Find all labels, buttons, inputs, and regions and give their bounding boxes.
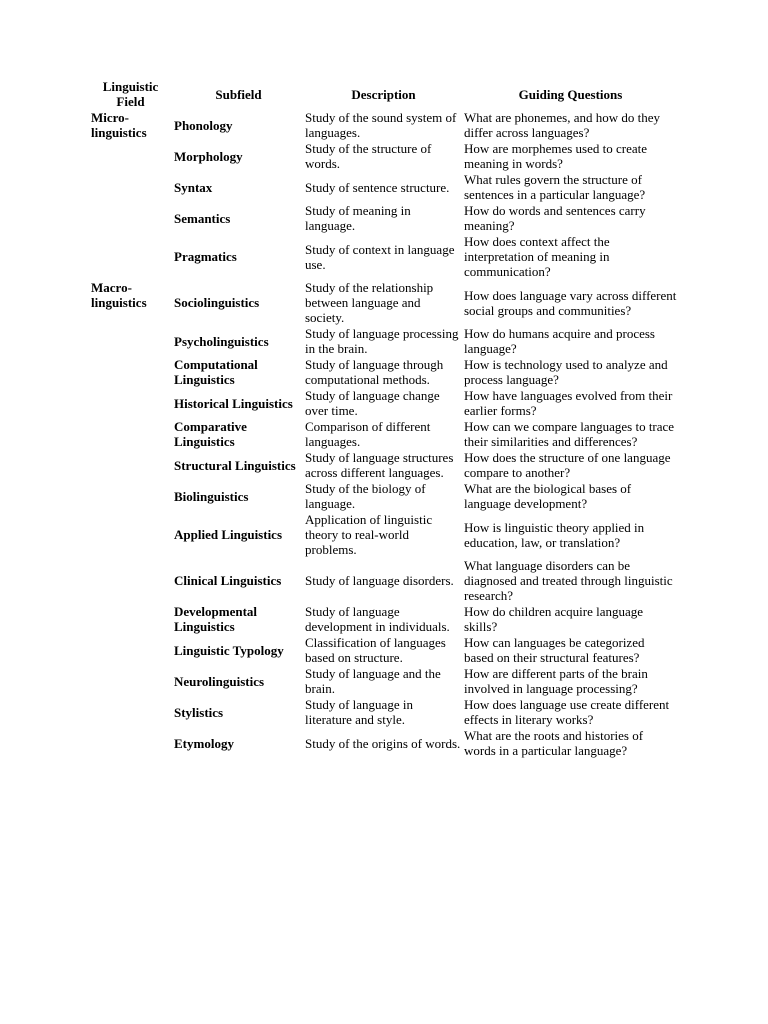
cell-guiding-question: How is linguistic theory applied in education, law, or translation? bbox=[464, 519, 645, 550]
cell-linguistic-field bbox=[88, 604, 173, 635]
table-row bbox=[88, 728, 678, 759]
cell-guiding-question: What are the biological bases of language development? bbox=[464, 481, 632, 511]
table-row bbox=[88, 558, 678, 604]
cell-subfield: Linguistic Typology bbox=[174, 642, 284, 658]
cell-description: Study of the relationship between language and society. bbox=[305, 280, 434, 325]
cell-linguistic-field bbox=[88, 172, 173, 203]
cell-subfield: Computational Linguistics bbox=[174, 357, 258, 387]
cell-linguistic-field: Micro-linguistics bbox=[91, 110, 147, 140]
cell-guiding-question: How are different parts of the brain involved in language processing? bbox=[464, 666, 648, 696]
header-guiding-questions: Guiding Questions bbox=[518, 86, 623, 102]
cell-subfield: Sociolinguistics bbox=[174, 295, 260, 310]
cell-linguistic-field bbox=[88, 558, 173, 604]
cell-linguistic-field bbox=[88, 697, 173, 728]
cell-linguistic-field bbox=[88, 357, 173, 388]
cell-subfield: Stylistics bbox=[174, 704, 224, 720]
cell-subfield: Developmental Linguistics bbox=[174, 604, 258, 634]
cell-subfield: Pragmatics bbox=[174, 249, 237, 264]
table-row bbox=[88, 203, 678, 234]
cell-guiding-question: How does language vary across different social groups and communities? bbox=[464, 287, 677, 318]
cell-guiding-question: How does the structure of one language compare to another? bbox=[464, 450, 671, 480]
cell-linguistic-field bbox=[88, 203, 173, 234]
cell-subfield: Structural Linguistics bbox=[174, 457, 296, 473]
cell-subfield: Psycholinguistics bbox=[174, 333, 269, 349]
table-row bbox=[88, 512, 678, 558]
cell-description: Classification of languages based on structure. bbox=[305, 635, 446, 665]
table-row bbox=[88, 666, 678, 697]
cell-guiding-question: How have languages evolved from their earlier forms? bbox=[464, 388, 673, 418]
cell-description: Study of language through computational methods. bbox=[305, 357, 444, 387]
table-row bbox=[88, 326, 678, 357]
cell-description: Study of the structure of words. bbox=[305, 141, 432, 171]
header-description: Description bbox=[351, 86, 416, 102]
cell-subfield: Applied Linguistics bbox=[174, 527, 283, 542]
cell-guiding-question: What language disorders can be diagnosed and treated through linguistic research? bbox=[464, 558, 673, 603]
cell-subfield: Morphology bbox=[174, 148, 243, 164]
cell-description: Study of the origins of words. bbox=[305, 735, 461, 751]
cell-guiding-question: How do humans acquire and process language? bbox=[464, 326, 655, 356]
cell-subfield: Syntax bbox=[174, 179, 213, 195]
cell-description: Comparison of different languages. bbox=[305, 419, 431, 449]
cell-linguistic-field bbox=[88, 141, 173, 172]
cell-guiding-question: How can we compare languages to trace their similarities and differences? bbox=[464, 419, 675, 449]
cell-guiding-question: How does language use create different effects in literary works? bbox=[464, 697, 670, 727]
cell-description: Study of language development in individuals. bbox=[305, 604, 450, 634]
table-row bbox=[88, 697, 678, 728]
header-linguistic-field: Linguistic Field bbox=[102, 79, 159, 109]
table-row bbox=[88, 604, 678, 635]
cell-linguistic-field bbox=[88, 419, 173, 450]
cell-linguistic-field bbox=[88, 512, 173, 558]
cell-linguistic-field: Macro-linguistics bbox=[91, 280, 147, 310]
cell-linguistic-field bbox=[88, 635, 173, 666]
cell-description: Study of the biology of language. bbox=[305, 481, 426, 511]
cell-description: Study of language structures across different languages. bbox=[305, 450, 454, 480]
table-row bbox=[88, 419, 678, 450]
table-row bbox=[88, 280, 678, 326]
cell-guiding-question: How are morphemes used to create meaning in words? bbox=[464, 141, 648, 171]
cell-description: Study of language processing in the brain. bbox=[305, 326, 459, 356]
cell-description: Study of meaning in language. bbox=[305, 203, 411, 233]
cell-description: Study of sentence structure. bbox=[305, 179, 450, 195]
cell-subfield: Semantics bbox=[174, 210, 231, 226]
table-body bbox=[88, 110, 678, 759]
cell-subfield: Biolinguistics bbox=[174, 488, 249, 504]
table-row bbox=[88, 481, 678, 512]
cell-description: Study of language change over time. bbox=[305, 388, 440, 418]
cell-linguistic-field bbox=[88, 388, 173, 419]
cell-description: Application of linguistic theory to real-world problems. bbox=[305, 512, 433, 557]
cell-guiding-question: How does context affect the interpretation of meaning in communication? bbox=[464, 234, 610, 279]
cell-guiding-question: What rules govern the structure of sentences in a particular language? bbox=[464, 172, 646, 202]
cell-linguistic-field bbox=[88, 450, 173, 481]
table-row bbox=[88, 388, 678, 419]
cell-description: Study of language and the brain. bbox=[305, 666, 441, 696]
cell-guiding-question: How is technology used to analyze and process language? bbox=[464, 357, 668, 387]
table-row bbox=[88, 172, 678, 203]
table-row bbox=[88, 450, 678, 481]
cell-subfield: Etymology bbox=[174, 735, 234, 751]
cell-guiding-question: How can languages be categorized based on their structural features? bbox=[464, 635, 645, 665]
cell-linguistic-field bbox=[88, 326, 173, 357]
cell-linguistic-field bbox=[88, 234, 173, 280]
cell-linguistic-field bbox=[88, 666, 173, 697]
table-header-row bbox=[88, 79, 678, 110]
cell-guiding-question: How do words and sentences carry meaning? bbox=[464, 203, 646, 233]
cell-subfield: Historical Linguistics bbox=[174, 395, 293, 411]
cell-description: Study of language in literature and style. bbox=[305, 697, 413, 727]
cell-linguistic-field bbox=[88, 728, 173, 759]
table-row bbox=[88, 234, 678, 280]
cell-subfield: Comparative Linguistics bbox=[174, 419, 247, 449]
cell-subfield: Phonology bbox=[174, 117, 233, 133]
cell-linguistic-field bbox=[88, 481, 173, 512]
cell-description: Study of language disorders. bbox=[305, 573, 454, 588]
cell-guiding-question: How do children acquire language skills? bbox=[464, 604, 644, 634]
cell-guiding-question: What are the roots and histories of words in a particular language? bbox=[464, 728, 644, 758]
table-row bbox=[88, 635, 678, 666]
cell-subfield: Neurolinguistics bbox=[174, 673, 265, 689]
table-row bbox=[88, 357, 678, 388]
linguistics-table bbox=[88, 79, 678, 759]
table-row bbox=[88, 110, 678, 141]
cell-subfield: Clinical Linguistics bbox=[174, 573, 282, 588]
table-row bbox=[88, 141, 678, 172]
cell-guiding-question: What are phonemes, and how do they differ across languages? bbox=[464, 110, 661, 140]
cell-description: Study of context in language use. bbox=[305, 241, 455, 272]
cell-description: Study of the sound system of languages. bbox=[305, 110, 457, 140]
header-subfield: Subfield bbox=[215, 86, 262, 102]
